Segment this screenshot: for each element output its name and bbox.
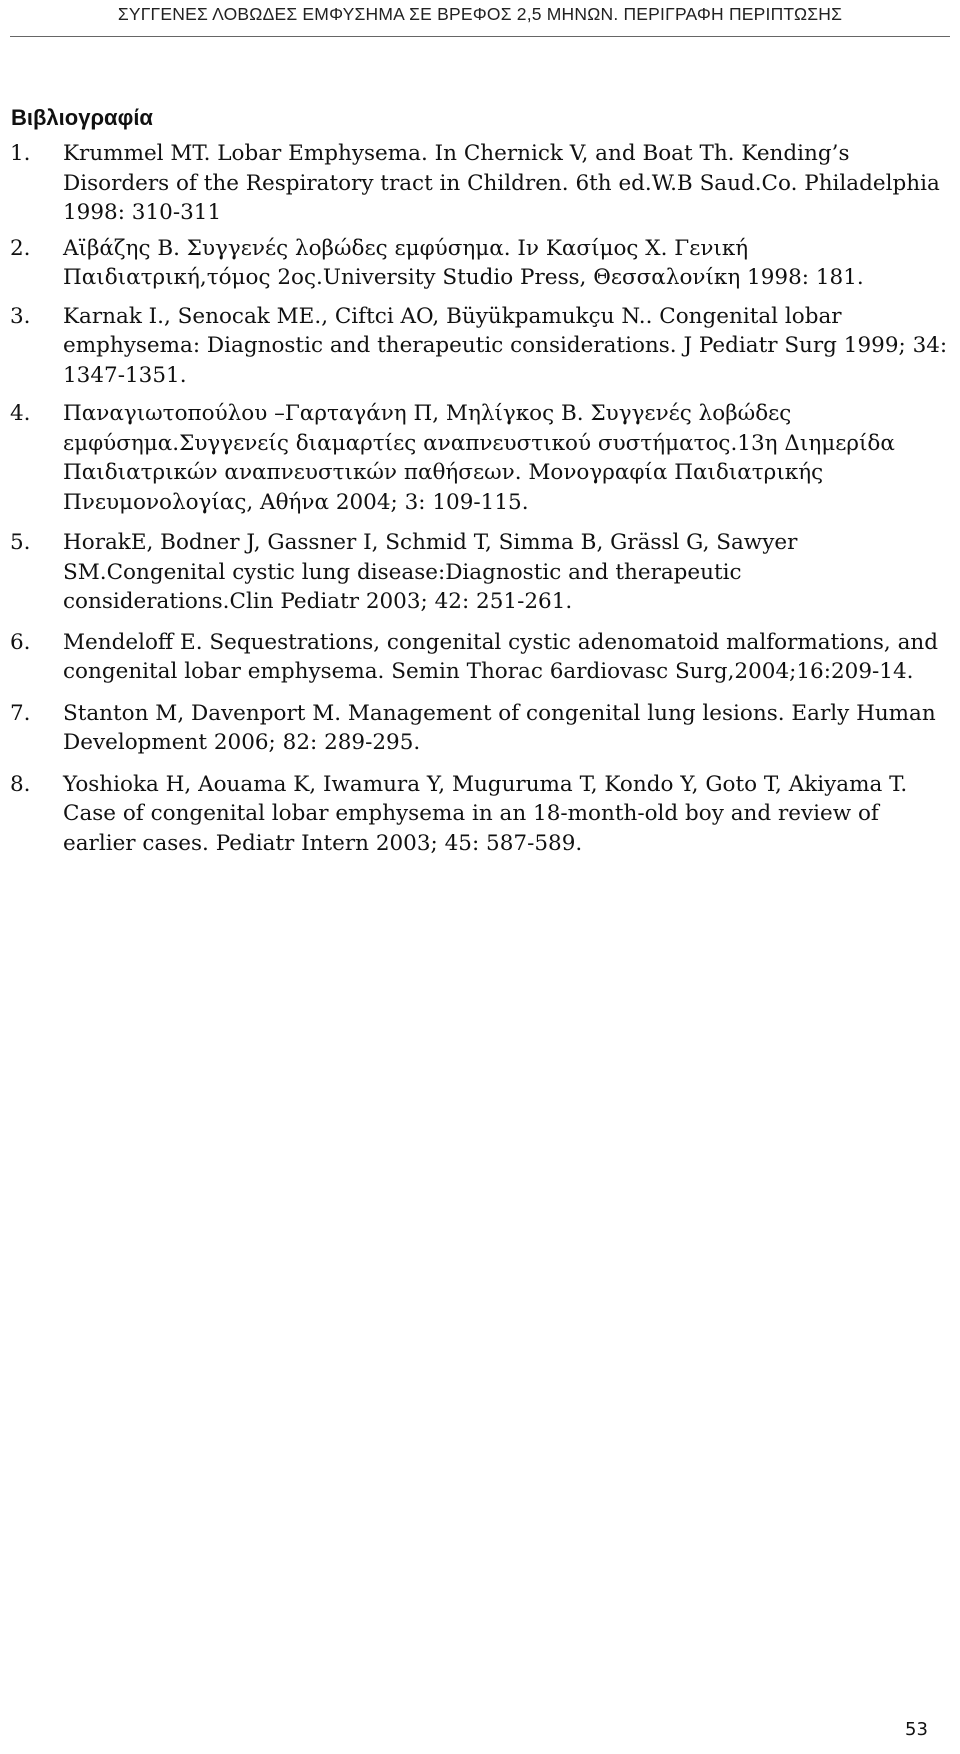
reference-item-1 xyxy=(0,139,960,228)
reference-list xyxy=(0,139,960,858)
reference-text: Stanton M, Davenport M. Management of congenital lung lesions. Early Human Development 2006; 82: 289-295. xyxy=(63,700,936,755)
header-divider xyxy=(10,36,950,37)
reference-number: 7. xyxy=(10,700,31,726)
reference-text: HorakE, Bodner J, Gassner I, Schmid T, Simma B, Grässl G, Sawyer SM.Congenital cystic lung disease:Diagnostic and therapeutic considerations.Clin Pediatr 2003; 42: 251-261. xyxy=(63,530,798,614)
reference-text: Krummel MT. Lobar Emphysema. In Chernick V, and Boat Th. Kending’s Disorders of the Respiratory tract in Children. 6th ed.W.B Saud.Co. Philadelphia 1998: 310-311 xyxy=(63,141,940,225)
reference-number: 3. xyxy=(10,303,31,329)
reference-text: Yoshioka H, Aouama K, Iwamura Y, Muguruma T, Kondo Y, Goto T, Akiyama T. Case of congenital lobar emphysema in an 18-month-old boy and review of earlier cases. Pediatr Intern 2003; 45: 587-589. xyxy=(63,771,908,856)
reference-item-6 xyxy=(0,628,960,687)
reference-text: Karnak I., Senocak ME., Ciftci AO, Büyükpamukçu N.. Congenital lobar emphysema: Diagnostic and therapeutic considerations. J Pediatr Surg 1999; 34: 1347-1351. xyxy=(63,303,948,388)
reference-item-5 xyxy=(0,528,960,617)
reference-number: 2. xyxy=(10,235,31,261)
reference-item-3 xyxy=(0,302,960,391)
reference-text: Αϊβάζης Β. Συγγενές λοβώδες εμφύσημα. Ιν Κασίμος Χ. Γενική Παιδιατρική,τόμος 2ος.University Studio Press, Θεσσαλονίκη 1998: 181. xyxy=(63,235,864,290)
running-header: ΣΥΓΓΕΝΕΣ ΛΟΒΩΔΕΣ ΕΜΦΥΣΗΜΑ ΣΕ ΒΡΕΦΟΣ 2,5 ΜΗΝΩΝ. ΠΕΡΙΓΡΑΦΗ ΠΕΡΙΠΤΩΣΗΣ xyxy=(117,4,843,24)
reference-text: Παναγιωτοπούλου –Γαρταγάνη Π, Μηλίγκος Β. Συγγενές λοβώδες εμφύσημα.Συγγενείς διαμαρτίες αναπνευστικού συστήματος.13η Διημερίδα Παιδιατρικών αναπνευστικών παθήσεων. Μονογραφία Παιδιατρικής Πνευμονολογίας, Αθήνα 2004; 3: 109-115. xyxy=(63,401,895,515)
reference-number: 8. xyxy=(10,771,31,797)
reference-number: 5. xyxy=(10,530,31,555)
reference-item-7 xyxy=(0,699,960,758)
reference-number: 6. xyxy=(10,629,31,655)
bibliography-title: Βιβλιογραφία xyxy=(11,105,153,130)
reference-number: 4. xyxy=(10,401,31,426)
reference-item-2 xyxy=(0,234,960,293)
reference-text: Mendeloff E. Sequestrations, congenital cystic adenomatoid malformations, and congenital lobar emphysema. Semin Thorac 6ardiovasc Surg,2004;16:209-14. xyxy=(63,629,939,684)
page-number: 53 xyxy=(905,1719,928,1740)
reference-item-8 xyxy=(0,770,960,859)
reference-item-4 xyxy=(0,399,960,517)
reference-number: 1. xyxy=(10,141,31,166)
